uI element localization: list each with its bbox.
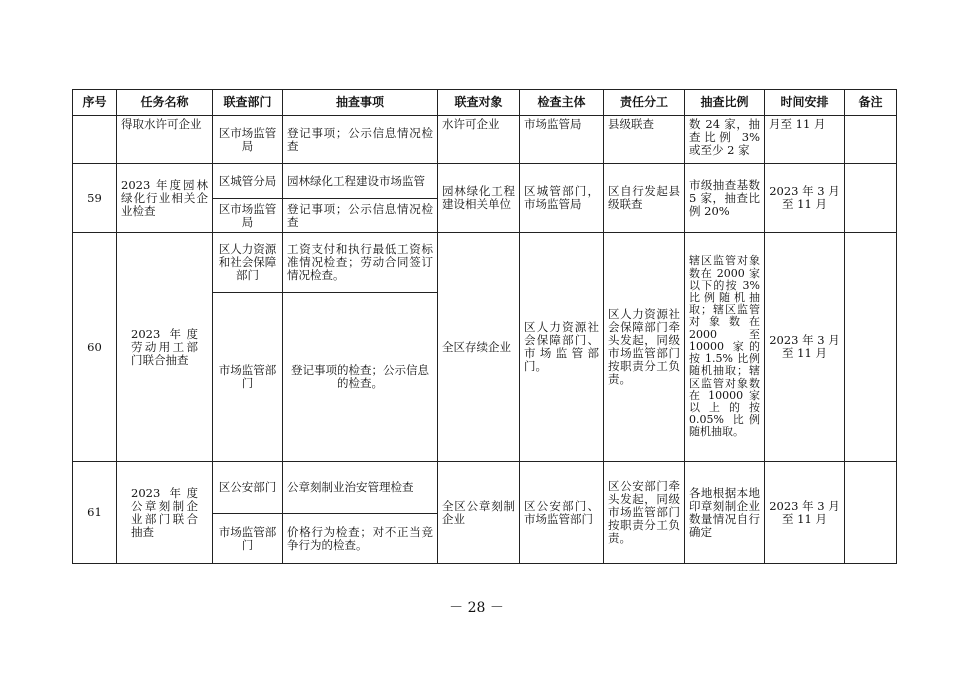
cell-ratio: 数 24 家，抽查比例 3% 或至少 2 家 xyxy=(685,116,765,164)
cell-target: 全区存续企业 xyxy=(438,233,520,462)
cell-no: 61 xyxy=(73,462,117,564)
cell-ratio: 各地根据本地印章刻制企业数量情况自行确定 xyxy=(685,462,765,564)
cell-dept: 区市场监管局 xyxy=(213,116,283,164)
table-row-59 xyxy=(73,164,897,199)
cell-task: 2023 年度园林绿化行业相关企业检查 xyxy=(117,164,213,233)
cell-dept: 市场监管部门 xyxy=(213,293,283,462)
inspection-table xyxy=(72,89,897,564)
cell-time: 2023 年 3 月至 11 月 xyxy=(765,233,845,462)
header-task: 任务名称 xyxy=(117,90,213,116)
cell-time: 2023 年 3 月至 11 月 xyxy=(765,164,845,233)
cell-task: 2023 年度公章刻制企业部门联合抽查 xyxy=(117,462,213,564)
cell-matter: 登记事项；公示信息情况检查 xyxy=(283,116,438,164)
page-number: － 28 － xyxy=(449,600,504,616)
cell-matter: 价格行为检查；对不正当竞争行为的检查。 xyxy=(283,514,438,564)
cell-target: 全区公章刻制企业 xyxy=(438,462,520,564)
cell-dept: 区公安部门 xyxy=(213,462,283,514)
cell-matter: 公章刻制业治安管理检查 xyxy=(283,462,438,514)
header-subject: 检查主体 xyxy=(520,90,604,116)
cell-time: 2023 年 3 月至 11 月 xyxy=(765,462,845,564)
cell-no: 60 xyxy=(73,233,117,462)
cell-ratio: 辖区监管对象数在 2000 家以下的按 3% 比例随机抽取；辖区监管对象数在 2000 至 10000 家的按 1.5% 比例随机抽取；辖区监管对象数在 10000 家以上的按 0.05% 比例随机抽取。 xyxy=(685,233,765,462)
cell-matter: 园林绿化工程建设市场监管 xyxy=(283,164,438,199)
header-target: 联查对象 xyxy=(438,90,520,116)
cell-task: 2023 年度劳动用工部门联合抽查 xyxy=(117,233,213,462)
cell-no xyxy=(73,116,117,164)
table-row-61 xyxy=(73,462,897,514)
cell-subject: 区人力资源社会保障部门、市场监管部门。 xyxy=(520,233,604,462)
cell-duty: 区公安部门牵头发起，同级市场监管部门按职责分工负责。 xyxy=(604,462,685,564)
cell-notes xyxy=(845,164,897,233)
header-row xyxy=(73,90,897,116)
cell-notes xyxy=(845,233,897,462)
cell-dept: 区人力资源和社会保障部门 xyxy=(213,233,283,293)
cell-notes xyxy=(845,116,897,164)
header-time: 时间安排 xyxy=(765,90,845,116)
table-row-continued xyxy=(73,116,897,164)
cell-matter: 登记事项的检查；公示信息的检查。 xyxy=(283,293,438,462)
header-no: 序号 xyxy=(73,90,117,116)
cell-target: 水许可企业 xyxy=(438,116,520,164)
cell-notes xyxy=(845,462,897,564)
cell-dept: 区城管分局 xyxy=(213,164,283,199)
cell-task: 得取水许可企业 xyxy=(117,116,213,164)
cell-duty: 县级联查 xyxy=(604,116,685,164)
cell-duty: 区自行发起县级联查 xyxy=(604,164,685,233)
cell-dept: 市场监管部门 xyxy=(213,514,283,564)
header-duty: 责任分工 xyxy=(604,90,685,116)
cell-subject: 区城管部门，市场监管局 xyxy=(520,164,604,233)
cell-dept: 区市场监管局 xyxy=(213,199,283,233)
cell-duty: 区人力资源社会保障部门牵头发起，同级市场监管部门按职责分工负责。 xyxy=(604,233,685,462)
cell-matter: 工资支付和执行最低工资标准情况检查；劳动合同签订情况检查。 xyxy=(283,233,438,293)
cell-target: 园林绿化工程建设相关单位 xyxy=(438,164,520,233)
cell-subject: 市场监管局 xyxy=(520,116,604,164)
cell-matter: 登记事项；公示信息情况检查 xyxy=(283,199,438,233)
header-matter: 抽查事项 xyxy=(283,90,438,116)
cell-subject: 区公安部门、市场监管部门 xyxy=(520,462,604,564)
cell-no: 59 xyxy=(73,164,117,233)
cell-ratio: 市级抽查基数 5 家，抽查比例 20% xyxy=(685,164,765,233)
table-row-60 xyxy=(73,233,897,293)
header-ratio: 抽查比例 xyxy=(685,90,765,116)
cell-time: 月至 11 月 xyxy=(765,116,845,164)
header-notes: 备注 xyxy=(845,90,897,116)
header-dept: 联查部门 xyxy=(213,90,283,116)
